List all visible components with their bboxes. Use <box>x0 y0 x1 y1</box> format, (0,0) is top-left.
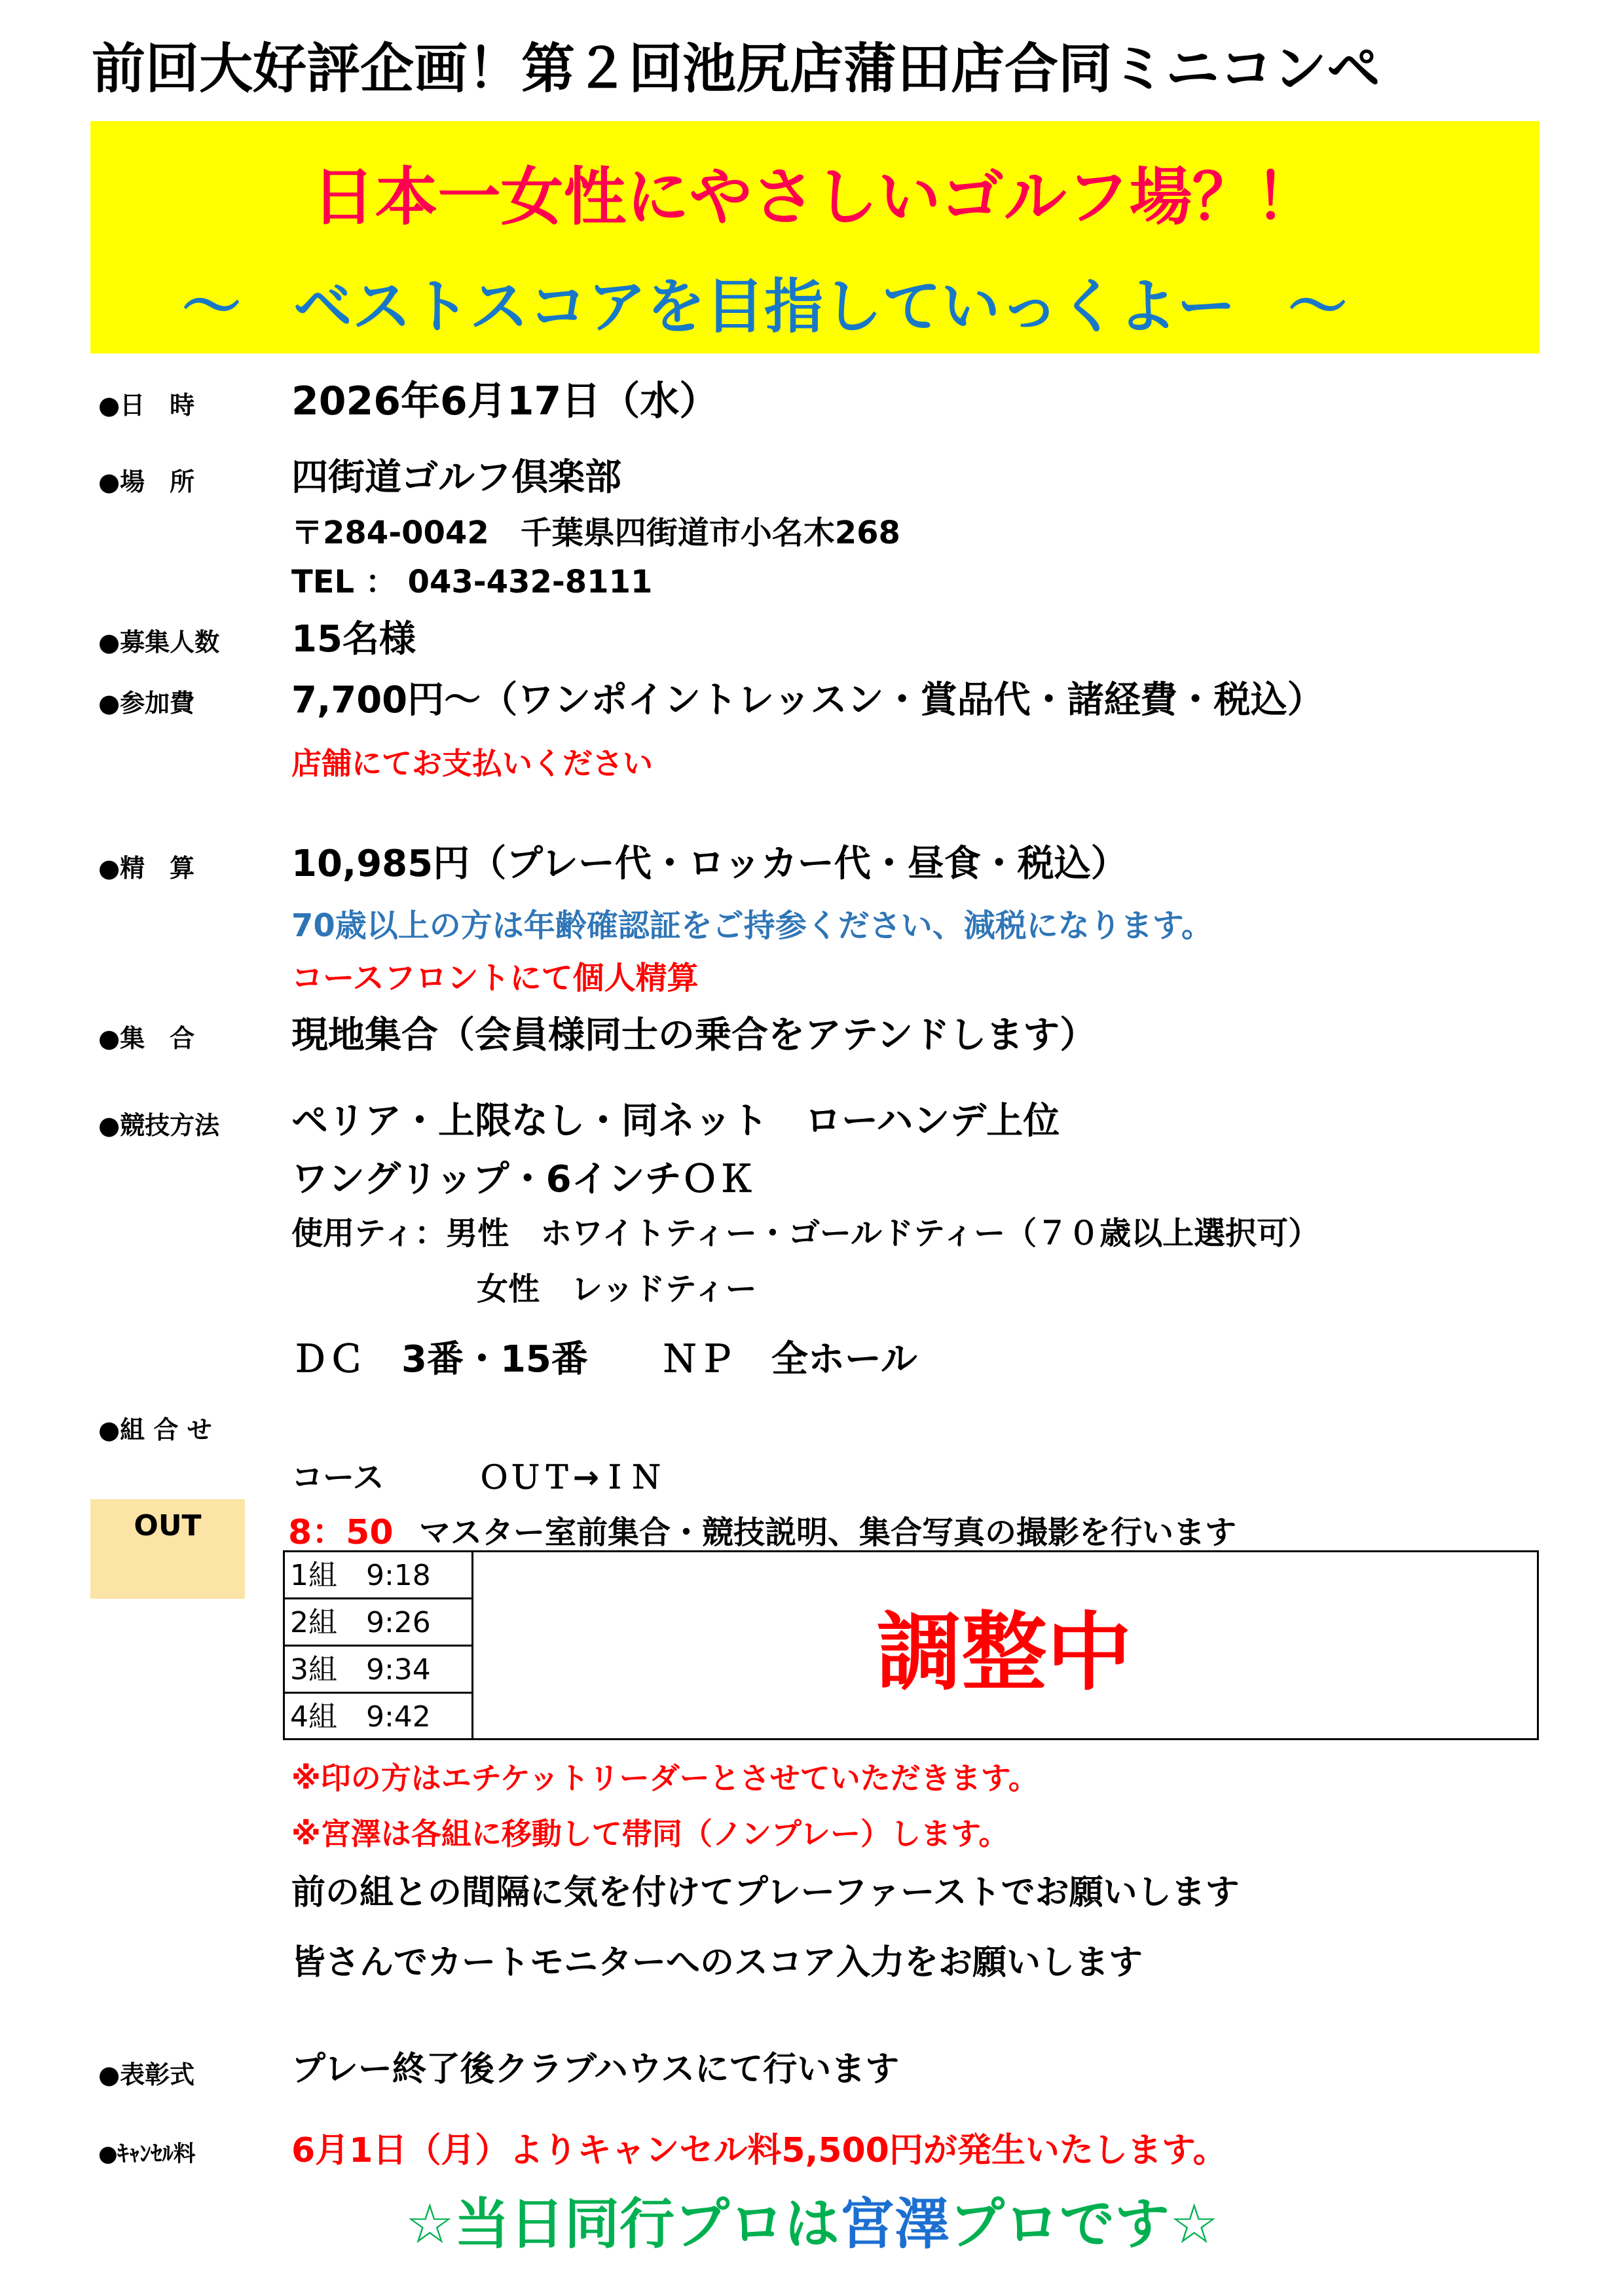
banner-line2-text: ベストスコアを目指していっくよー <box>293 272 1236 341</box>
headline-banner <box>90 121 1540 354</box>
pairing-status: 調整中 <box>876 1602 1132 1702</box>
group-row: 1組 9:18 <box>285 1552 471 1599</box>
cancel-value: 6月1日（月）よりキャンセル料5,500円が発生いたします。 <box>291 2131 1227 2170</box>
tee-men: 使用ティ：男性 ホワイトティー・ゴールドティー（７０歳以上選択可） <box>291 1215 1320 1252</box>
fee-value: 7,700円～（ワンポイントレッスン・賞品代・諸経費・税込） <box>291 679 1324 721</box>
date-value: 2026年6月17日（水） <box>291 378 719 424</box>
settlement-value: 10,985円（プレー代・ロッカー代・昼食・税込） <box>291 843 1128 885</box>
group-table <box>283 1550 1539 1740</box>
settlement-label: ●精 算 <box>98 854 195 883</box>
place-name: 四街道ゴルフ倶楽部 <box>291 456 621 499</box>
place-label: ●場 所 <box>98 467 195 496</box>
group-row: 2組 9:26 <box>285 1599 471 1647</box>
footer-prefix: ☆当日同行プロは <box>405 2192 840 2256</box>
out-badge <box>90 1499 245 1599</box>
cancel-label: ●ｷｬﾝｾﾙ料 <box>98 2141 196 2167</box>
footer-name: 宮澤 <box>839 2192 950 2256</box>
banner-line1: 日本一女性にやさしいゴルフ場？！ <box>312 160 1318 234</box>
fee-label: ●参加費 <box>98 689 195 718</box>
group-row: 4組 9:42 <box>290 1700 431 1734</box>
settlement-note-age: 70歳以上の方は年齢確認証をご持参ください、減税になります。 <box>291 907 1213 944</box>
ceremony-label: ●表彰式 <box>98 2060 195 2089</box>
group-row: 3組 9:34 <box>285 1647 471 1694</box>
page-title: 前回大好評企画！第２回池尻店蒲田店合同ミニコンペ <box>92 38 1381 100</box>
wave-right: ～ <box>1288 272 1348 341</box>
note-pace: 前の組との間隔に気を付けてプレーファーストでお願いします <box>291 1873 1240 1912</box>
meet-value: 現地集合（会員様同士の乗合をアテンドします） <box>291 1014 1097 1057</box>
meet-text: マスター室前集合・競技説明、集合写真の撮影を行います <box>419 1514 1237 1551</box>
out-badge-label: OUT <box>134 1509 202 1542</box>
capacity-label: ●募集人数 <box>98 628 220 657</box>
dc-np: ＤＣ 3番・15番 ＮＰ 全ホール <box>291 1338 917 1381</box>
wave-left: ～ <box>182 272 241 341</box>
rules-label: ●競技方法 <box>98 1111 220 1140</box>
pairing-label: ●組 合 せ <box>98 1415 212 1444</box>
place-tel: TEL ： 043-432-8111 <box>291 564 653 600</box>
fee-note: 店舗にてお支払いください <box>291 746 653 781</box>
meet-label: ●集 合 <box>98 1024 195 1053</box>
settlement-note-front: コースフロントにて個人精算 <box>291 960 699 996</box>
place-address: 〒284-0042 千葉県四街道市小名木268 <box>291 515 900 551</box>
ceremony-value: プレー終了後クラブハウスにて行います <box>291 2050 900 2089</box>
rules-line2: ワングリップ・6インチＯＫ <box>291 1158 755 1201</box>
pairing-course: コース ＯＵＴ→ＩＮ <box>291 1459 662 1496</box>
footer-suffix: プロです☆ <box>950 2192 1219 2256</box>
group-times <box>285 1552 473 1738</box>
note-miyazawa: ※宮澤は各組に移動して帯同（ノンプレー）します。 <box>291 1816 1009 1851</box>
banner-line2 <box>182 259 1347 344</box>
footer-pro <box>0 2180 1624 2259</box>
rules-line1: ペリア・上限なし・同ネット ローハンデ上位 <box>291 1100 1060 1142</box>
tee-women: 女性 レッドティー <box>477 1271 757 1307</box>
note-etiquette: ※印の方はエチケットリーダーとさせていただきます。 <box>291 1760 1039 1796</box>
capacity-value: 15名様 <box>291 618 416 661</box>
date-label: ●日 時 <box>98 391 195 420</box>
note-score: 皆さんでカートモニターへのスコア入力をお願いします <box>291 1943 1143 1982</box>
meet-time: 8：50 <box>288 1513 394 1552</box>
